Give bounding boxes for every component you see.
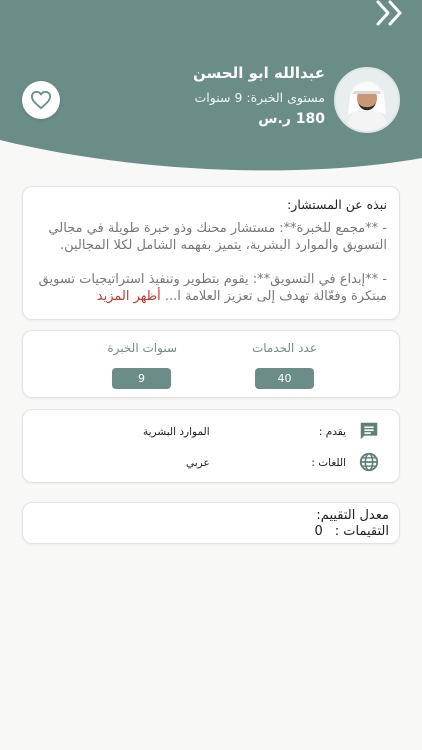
- experience-line: [195, 90, 325, 105]
- rating-title: معدل التقييم:: [316, 508, 389, 523]
- languages-label: اللغات :: [311, 457, 346, 469]
- experience-years-label: سنوات الخبرة: [107, 341, 177, 355]
- about-paragraph-2-text: - **إبداع في التسويق**: يقوم بتطوير وتنفيذ استراتيجيات تسويق مبتكرة وفعّالة تهدف إلى تعزيز العلامة ا...: [38, 272, 387, 304]
- services-count-label: عدد الخدمات: [251, 341, 317, 355]
- about-title: نبذه عن المستشار:: [287, 197, 387, 212]
- favorite-button[interactable]: [22, 81, 60, 119]
- double-chevron-right-icon[interactable]: [374, 0, 406, 26]
- heart-icon: [30, 90, 52, 110]
- consultation-price: 180 ر.س: [258, 111, 325, 127]
- info-card: [22, 409, 400, 483]
- stats-card: [22, 330, 400, 398]
- show-more-link[interactable]: أظهر المزيد: [96, 289, 161, 304]
- about-paragraph-1: - **مجمع للخبرة**: مستشار محنك وذو خبرة طويلة في مجالي التسويق والموارد البشرية، يتميز بفهمه الشامل لكلا المجالين.: [48, 221, 387, 253]
- globe-icon: [358, 451, 380, 473]
- consultant-avatar: [334, 67, 400, 133]
- experience-value: 9 سنوات: [194, 90, 243, 105]
- reviews-label: التقيمات :: [334, 524, 389, 539]
- reviews-count: 0: [314, 524, 323, 539]
- experience-years-value: 9: [112, 368, 171, 389]
- about-paragraph-2: [35, 271, 387, 305]
- provides-label: يقدم :: [318, 426, 346, 438]
- languages-row: [23, 448, 401, 478]
- about-card: [22, 186, 400, 320]
- experience-label: مستوى الخبرة:: [246, 90, 325, 105]
- reviews-row: [33, 524, 389, 540]
- profile-header: [0, 0, 422, 175]
- provides-value: الموارد البشرية: [143, 426, 210, 438]
- provides-row: [23, 417, 401, 447]
- consultant-name: عبدالله ابو الحسن: [193, 64, 325, 82]
- languages-value: عربي: [186, 457, 210, 469]
- services-count-value: 40: [255, 368, 314, 389]
- chat-message-icon: [358, 420, 380, 442]
- rating-card: [22, 502, 400, 544]
